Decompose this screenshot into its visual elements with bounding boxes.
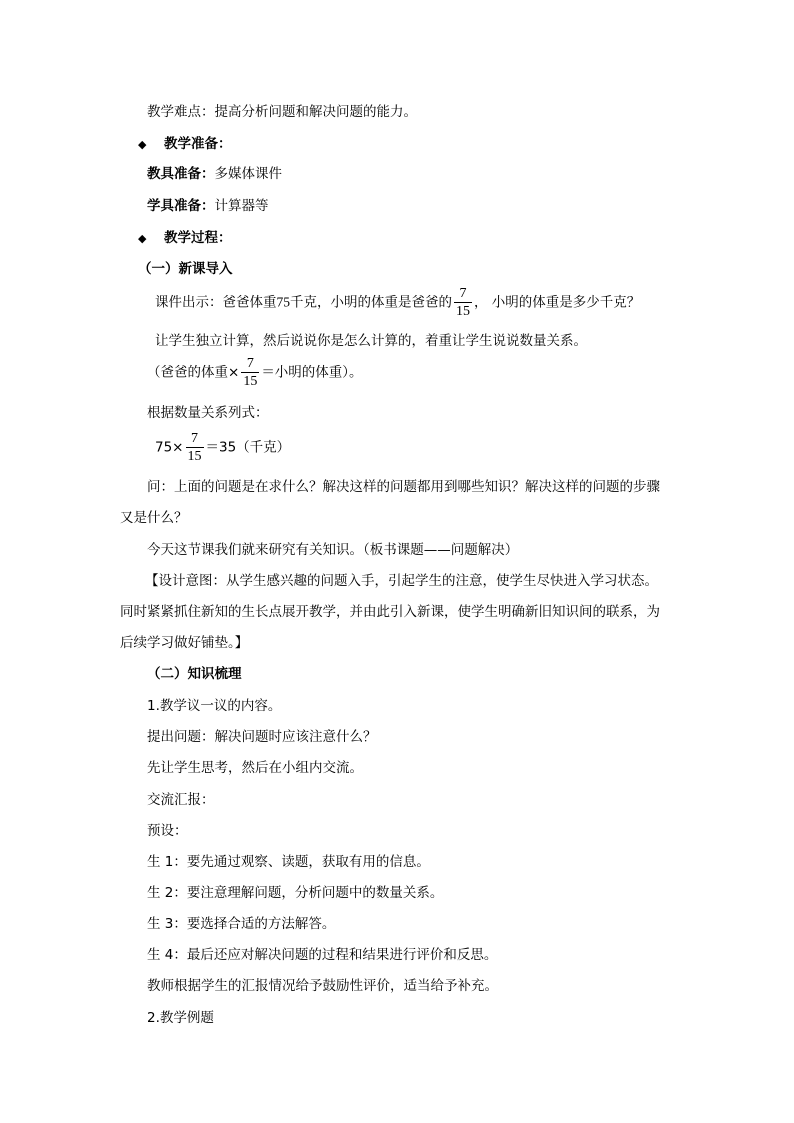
diamond-bullet-icon: ◆ bbox=[138, 138, 147, 151]
teacher-evaluation: 教师根据学生的汇报情况给予鼓励性评价，适当给予补充。 bbox=[147, 978, 498, 994]
design-intent-line-1: 【设计意图：从学生感兴趣的问题入手，引起学生的注意，使学生尽快进入学习状态。 bbox=[145, 573, 658, 589]
student-2: 生 2：要注意理解问题，分析问题中的数量关系。 bbox=[147, 885, 444, 901]
quantity-relation: （爸爸的体重× $\frac{7}{15}$ ＝小明的体重）。 bbox=[147, 356, 363, 389]
student-4: 生 4：最后还应对解决问题的过程和结果进行评价和反思。 bbox=[147, 947, 498, 963]
item-2: 2.教学例题 bbox=[147, 1010, 214, 1026]
section-1-heading: （一）新课导入 bbox=[138, 261, 233, 277]
design-intent-line-3: 后续学习做好铺垫。】 bbox=[120, 635, 249, 651]
formula: 75× $\frac{7}{15}$ ＝35（千克） bbox=[155, 431, 291, 464]
student-tools: 学具准备：计算器等 bbox=[147, 198, 269, 214]
item-1: 1.教学议一议的内容。 bbox=[147, 698, 282, 714]
prep-heading: ◆ 教学准备： bbox=[138, 134, 232, 155]
fraction: $\frac{7}{15}$ bbox=[243, 356, 258, 389]
question-line-2: 又是什么？ bbox=[120, 510, 188, 526]
diamond-bullet-icon: ◆ bbox=[138, 232, 147, 245]
think-discuss: 先让学生思考，然后在小组内交流。 bbox=[147, 760, 363, 776]
student-1: 生 1：要先通过观察、读题，获取有用的信息。 bbox=[147, 854, 430, 870]
independent-calc: 让学生独立计算，然后说说你是怎么计算的，着重让学生说说数量关系。 bbox=[155, 333, 587, 349]
teaching-difficulty: 教学难点：提高分析问题和解决问题的能力。 bbox=[147, 104, 417, 120]
problem-statement: 课件出示：爸爸体重75千克，小明的体重是爸爸的 $\frac{7}{15}$ ， 小明的体重是多少千克？ bbox=[155, 286, 641, 319]
formula-intro: 根据数量关系列式： bbox=[147, 405, 269, 421]
student-3: 生 3：要选择合适的方法解答。 bbox=[147, 916, 336, 932]
report: 交流汇报： bbox=[147, 792, 215, 808]
design-intent-line-2: 同时紧紧抓住新知的生长点展开教学，并由此引入新课，使学生明确新旧知识间的联系，为 bbox=[120, 604, 660, 620]
fraction: $\frac{7}{15}$ bbox=[187, 431, 202, 464]
question-line-1: 问：上面的问题是在求什么？解决这样的问题都用到哪些知识？解决这样的问题的步骤 bbox=[147, 479, 660, 495]
ask-question: 提出问题：解决问题时应该注意什么？ bbox=[147, 729, 377, 745]
today-topic: 今天这节课我们就来研究有关知识。（板书课题——问题解决） bbox=[147, 542, 519, 558]
preset: 预设： bbox=[147, 823, 188, 839]
teaching-tools: 教具准备：多媒体课件 bbox=[147, 166, 282, 182]
process-heading: ◆ 教学过程： bbox=[138, 228, 232, 249]
section-2-heading: （二）知识梳理 bbox=[147, 666, 242, 682]
fraction: $\frac{7}{15}$ bbox=[456, 286, 470, 319]
